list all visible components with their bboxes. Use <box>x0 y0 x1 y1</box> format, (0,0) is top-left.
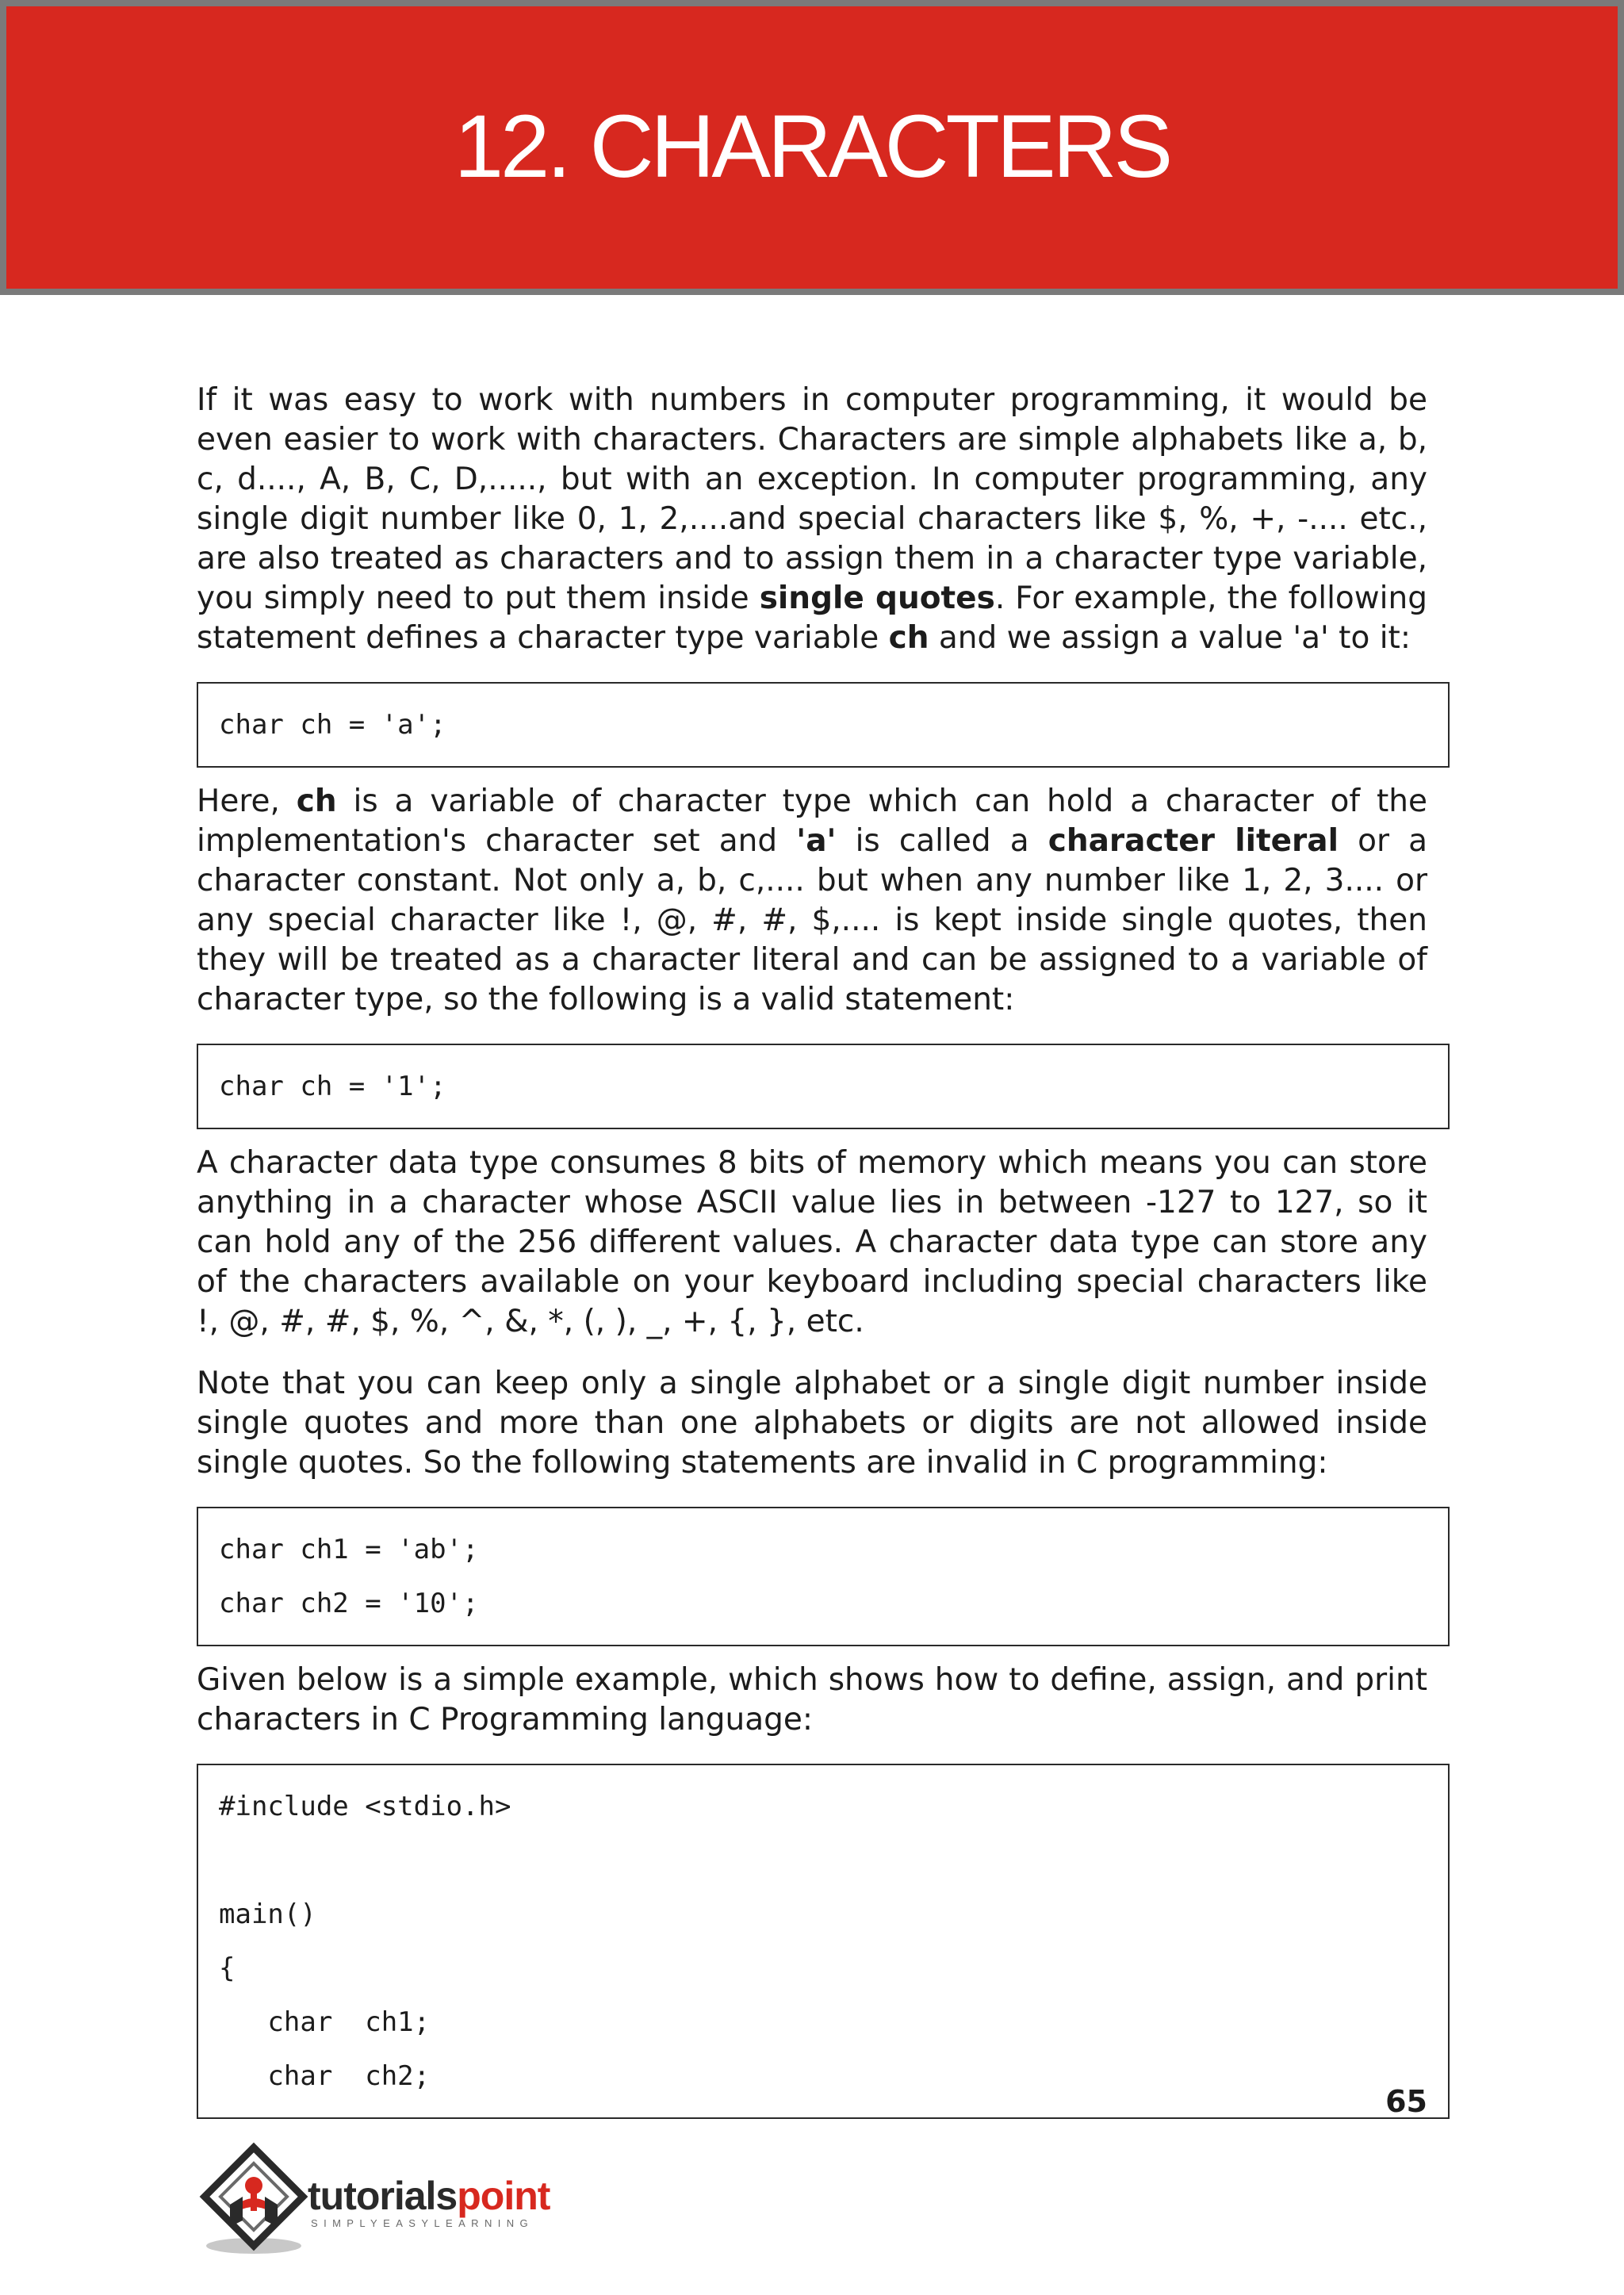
tutorialspoint-logo <box>198 2141 595 2260</box>
text-run: and we assign a value 'a' to it: <box>929 620 1411 656</box>
page-content <box>197 381 1427 2119</box>
logo-tagline: SIMPLYEASYLEARNING <box>311 2217 534 2229</box>
paragraph-data-type: A character data type consumes 8 bits of memory which means you can store anything in a character whose ASCII value lies in between -127 to 127, so it can hold any of the 256 different values. A character data type can store any of the characters available on your keyboard including special characters like !, @, #, #, $, %, ^, &, *, (, ), _, +, {, }, etc. <box>197 1145 1427 1339</box>
code-line: { <box>219 1952 236 1984</box>
code-line: char ch1 = 'ab'; <box>219 1534 479 1565</box>
code-line: char ch2; <box>219 2060 431 2092</box>
code-block-3 <box>197 1507 1450 1646</box>
text-run: If it was easy to work with numbers in computer programming, it would be even easier to work with characters. Characters are simple alphabets like a, b, c, d...., A, B, C, D,....., but with an exception. In computer programming, any single digit number like 0, 1, 2,....and special characters like $, %, +, -.... etc., are also treated as characters and to assign them in a character type variable, you simply need to put them inside <box>197 382 1427 616</box>
bold-text: single quotes <box>759 580 995 616</box>
bold-text: character literal <box>1048 823 1339 859</box>
text-run: . For example, the following statement defines a character type variable <box>197 580 1427 656</box>
chapter-header-band <box>6 6 1618 289</box>
code-block-4 <box>197 1764 1450 2119</box>
logo-wordmark <box>308 2173 550 2219</box>
code-line: #include <stdio.h> <box>219 1791 511 1822</box>
text-run: or a character constant. Not only a, b, c,.... but when any number like 1, 2, 3.... or any special character like !, @, #, #, $,.... is kept inside single quotes, then they will be treated as a character literal and can be assigned to a variable of character type, so the following is a valid statement: <box>197 823 1428 1017</box>
paragraph-example-intro: Given below is a simple example, which shows how to define, assign, and print characters in C Programming language: <box>197 1662 1427 1738</box>
code-line: char ch2 = '10'; <box>219 1588 479 1619</box>
code-line: char ch1; <box>219 2006 431 2038</box>
code-line: main() <box>219 1898 316 1930</box>
bold-text: 'a' <box>796 823 837 859</box>
bold-text: ch <box>888 620 929 656</box>
paragraph-intro <box>197 381 1427 658</box>
page-number: 65 <box>1385 2084 1427 2119</box>
chapter-header <box>0 0 1624 295</box>
paragraph-character-literal <box>197 782 1427 1020</box>
code-block-2 <box>197 1044 1450 1129</box>
chapter-title: 12. CHARACTERS <box>454 97 1170 196</box>
bold-text: ch <box>296 784 337 819</box>
code-line: char ch = 'a'; <box>219 709 446 741</box>
code-line: char ch = '1'; <box>219 1071 446 1102</box>
logo-word-point: point <box>457 2174 550 2218</box>
code-block-1 <box>197 682 1450 768</box>
text-run: is a variable of character type which can hold a character of the implementation's character set and <box>197 784 1427 859</box>
text-run: Here, <box>197 784 297 819</box>
text-run: is called a <box>836 823 1048 859</box>
code-line-blank <box>219 1833 1427 1887</box>
logo-diamond-icon <box>198 2141 317 2260</box>
logo-word-tutorials: tutorials <box>308 2174 458 2218</box>
paragraph-note: Note that you can keep only a single alphabet or a single digit number inside single quotes and more than one alphabets or digits are not allowed inside single quotes. So the following statements are invalid in C programming: <box>197 1366 1427 1481</box>
